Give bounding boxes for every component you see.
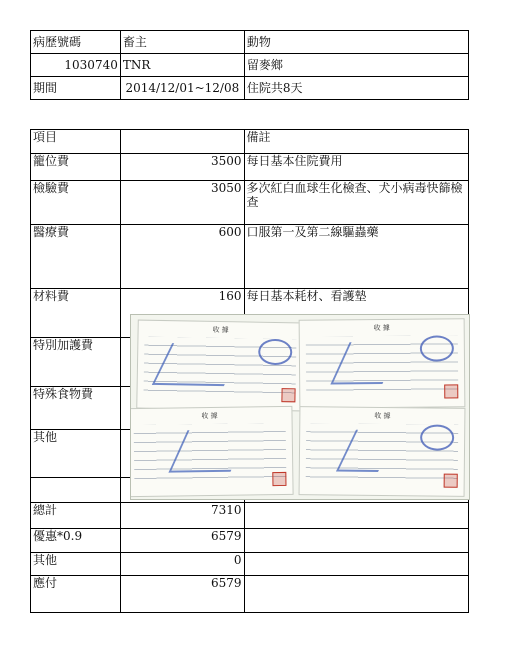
discount-value: 6579 — [120, 529, 244, 553]
owner-value: TNR — [120, 54, 244, 77]
summary-row — [31, 576, 469, 613]
table-row — [31, 225, 469, 289]
item-cell — [31, 478, 121, 503]
amount-header — [120, 130, 244, 154]
record-no-value: 1030740 — [31, 54, 121, 77]
note-header: 備註 — [244, 130, 468, 154]
header-table — [30, 30, 469, 100]
amount-cell: 3500 — [120, 154, 244, 181]
receipt-title: 收 據 — [373, 323, 390, 333]
item-cell: 檢驗費 — [31, 181, 121, 225]
animal-value: 留麥鄉 — [244, 54, 468, 77]
summary-row — [31, 553, 469, 576]
table-row — [31, 154, 469, 181]
note-cell — [244, 503, 468, 529]
note-cell — [244, 576, 468, 613]
item-cell: 特殊食物費 — [31, 387, 121, 430]
receipt-image — [130, 406, 294, 497]
note-cell: 每日基本住院費用 — [244, 154, 468, 181]
receipt-image — [299, 406, 466, 497]
note-cell — [244, 553, 468, 576]
summary-row — [31, 503, 469, 529]
item-cell: 醫療費 — [31, 225, 121, 289]
item-cell: 其他 — [31, 430, 121, 478]
receipts-photo — [130, 314, 470, 500]
period-label: 期間 — [31, 77, 121, 100]
receipt-title: 收 據 — [201, 411, 218, 421]
receipt-title: 收 據 — [212, 325, 229, 335]
owner-label: 畜主 — [120, 31, 244, 54]
payable-value: 6579 — [120, 576, 244, 613]
receipt-title: 收 據 — [374, 411, 391, 421]
amount-cell: 160 — [120, 289, 244, 338]
discount-label: 優惠*0.9 — [31, 529, 121, 553]
item-cell: 籠位費 — [31, 154, 121, 181]
item-header: 項目 — [31, 130, 121, 154]
note-cell: 每日基本耗材、看護墊 — [244, 289, 468, 338]
amount-cell: 3050 — [120, 181, 244, 225]
total-value: 7310 — [120, 503, 244, 529]
period-dates: 2014/12/01~12/08 — [120, 77, 244, 100]
note-cell — [244, 529, 468, 553]
other-value: 0 — [120, 553, 244, 576]
amount-cell: 600 — [120, 225, 244, 289]
record-no-label: 病歷號碼 — [31, 31, 121, 54]
summary-row — [31, 529, 469, 553]
total-label: 總計 — [31, 503, 121, 529]
other-label: 其他 — [31, 553, 121, 576]
receipt-image — [299, 318, 466, 408]
note-cell: 口服第一及第二線驅蟲藥 — [244, 225, 468, 289]
item-cell: 材料費 — [31, 289, 121, 338]
receipt-image — [136, 320, 304, 412]
stay-duration: 住院共8天 — [244, 77, 468, 100]
payable-label: 應付 — [31, 576, 121, 613]
table-row — [31, 181, 469, 225]
item-cell: 特別加護費 — [31, 338, 121, 387]
note-cell: 多次紅白血球生化檢查、犬小病毒快篩檢查 — [244, 181, 468, 225]
animal-label: 動物 — [244, 31, 468, 54]
